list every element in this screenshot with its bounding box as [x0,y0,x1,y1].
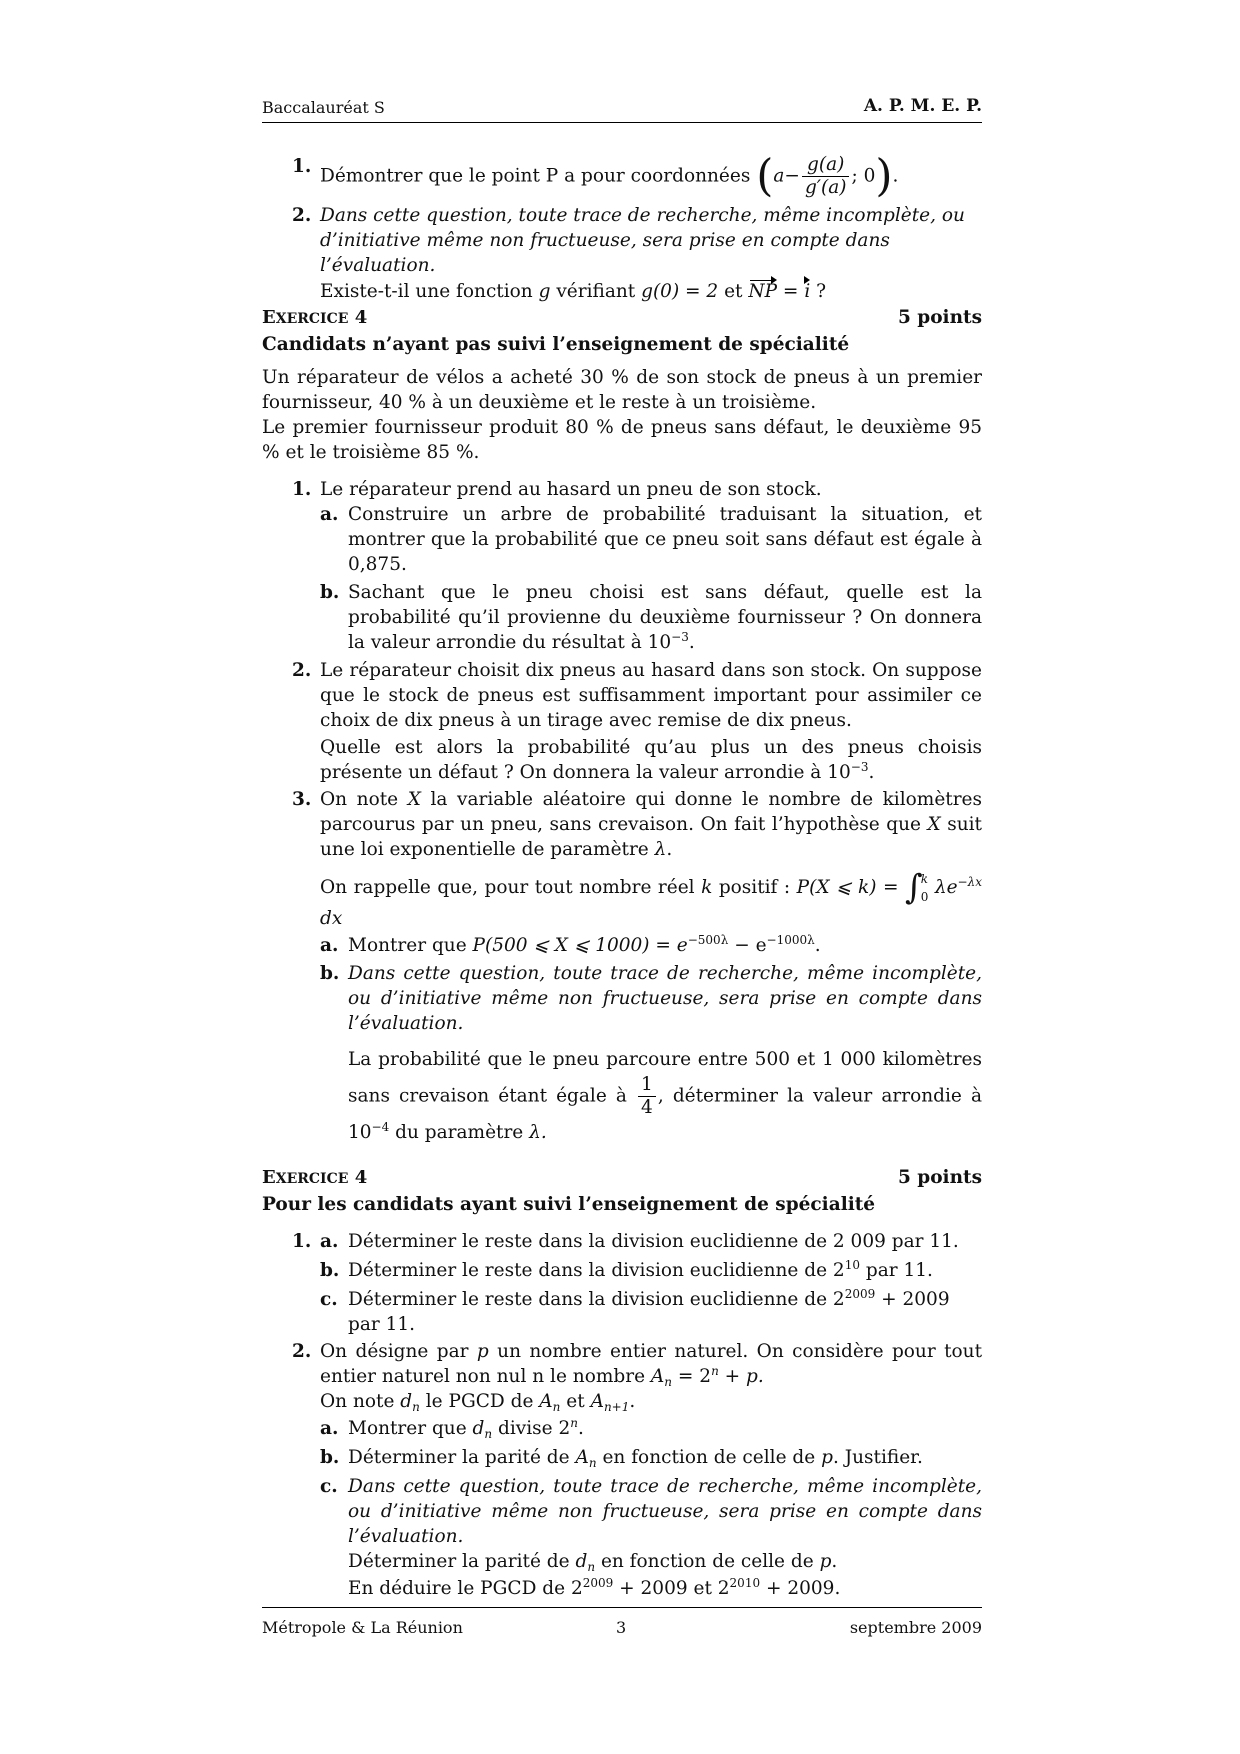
ex4b-q2-text-a: On désigne par [320,1341,469,1362]
ex4a-q3-number: 3. [292,789,312,810]
ex4a-q2-exp: −3 [850,760,869,774]
ex4b-q2a-text2: divise 2 [498,1418,571,1439]
ex4a-q3b-body [348,1046,982,1147]
left-paren: ( [756,150,774,202]
deduce-exp1: 2009 [582,1576,614,1590]
ex4b-q2a-letter: a. [320,1418,339,1439]
ex4a-q3a-expr: P(500 ⩽ X ⩽ 1000) = e [472,935,688,956]
note-dn-sub: n [412,1400,420,1414]
ex4a-q3a-exp2: −1000λ [766,933,815,947]
ex4a-q2-text2 [320,735,982,785]
ex4a-q1-text: Le réparateur prend au hasard un pneu de son stock. [320,479,822,500]
ex4a-q3-X: X [407,789,421,810]
header-left: Baccalauréat S [262,98,385,117]
ex4a-q3-text-b: la variable aléatoire qui donne le nombre de kilomètres parcourus par un pneu, sans crevaison. On fait l’hypothèse que [320,789,982,835]
integral-lower: 0 [920,890,929,904]
ex4b-q2-p: p [476,1341,489,1362]
ex4b-q2c-text: Déterminer la parité de [348,1551,570,1572]
page-footer [262,1607,982,1637]
ex4b-q2c-dot: . [831,1551,838,1572]
ex4b-q1c-exp: 2009 [844,1287,876,1301]
ex4a-q3-rappel [320,867,982,931]
ex4b-q1c-letter: c. [320,1289,338,1310]
ex4b-q2b [262,1445,982,1470]
exercise-label-spe-rest: XERCICE [275,1171,349,1187]
ex4b-q1b-exp: 10 [844,1258,860,1272]
top-q2 [262,203,982,304]
exercise-label-initial: E [262,307,276,328]
exercise-label-spe-number: 4 [354,1167,368,1188]
ex4b-q2b-p: p [821,1447,833,1468]
ex4b-q2b-An-sub: n [588,1456,597,1470]
note-c: et [566,1391,585,1412]
ex4a-q1a [262,502,982,577]
ex4b-q2c-text2: en fonction de celle de [600,1551,814,1572]
ex4a-q1a-letter: a. [320,504,339,525]
top-q2-question [320,279,982,304]
ex4a-q1-number: 1. [292,479,312,500]
quarter-num: 1 [638,1074,656,1097]
ex4a-q3a-end: . [814,935,821,956]
ex4b-q2a-dn: d [472,1418,485,1439]
note-An-sub: n [552,1400,561,1414]
exercise-label-number: 4 [354,307,368,328]
deduce-mid: + 2009 et 2 [619,1578,730,1599]
ex4b-q2c-dn: d [575,1551,588,1572]
ex4a-q2-text: Le réparateur choisit dix pneus au hasard dans son stock. On suppose que le stock de pneus est suffisamment important pour assimiler ce choix de dix pneus à un tirage avec remise de dix pneus. [320,660,982,731]
ex4b-q2-text-b: un nombre entier naturel. On considère pour tout entier naturel non nul n le nombre [320,1341,983,1387]
ex4a-q1 [262,477,982,502]
ex4a-q1b-exp: −3 [671,630,689,644]
ex4b-q2c-deduce [348,1576,982,1601]
ex4a-q2-text2-body: Quelle est alors la probabilité qu’au plus un des pneus choisis présente un défaut ? On donnera la valeur arrondie à 10 [320,737,982,783]
ex4b-q2a-exp: n [570,1416,578,1430]
integrand-exp: −λx [957,875,982,889]
page-header [262,98,982,123]
frac-denominator: g′(a) [804,177,847,198]
ex4a-q3-lambda: λ [654,839,667,860]
ex4b-q2-An-sub: n [664,1375,673,1389]
ex4b-q2b-letter: b. [320,1447,340,1468]
exercise-intro-2: Le premier fournisseur produit 80 % de pneus sans défaut, le deuxième 95 % et le troisième 85 %. [262,417,982,463]
ex4a-q3-text-c: suit une loi exponentielle de paramètre [320,814,982,860]
ex4b-q1c-pre: Déterminer le reste dans la division euclidienne de 2 [348,1289,845,1310]
rappel-k: k [701,877,713,898]
ex4b-q2-An-exp: n [711,1364,719,1378]
ex4a-q3a-exp1: −500λ [687,933,729,947]
exercise-label-rest: XERCICE [275,311,349,327]
q2-text-c: et [724,281,743,302]
ex4a-q1b [262,580,982,655]
note-An1: A [590,1391,604,1412]
header-right: A. P. M. E. P. [863,96,982,116]
ex4b-q2 [262,1339,982,1414]
page-number: 3 [616,1618,627,1637]
top-q1: 1. Démontrer que le point P a pour coordonnées (a− $\frac{g(a)}{g'(a)}$ ; 0). [292,150,899,202]
ex4a-q3b-exp: −4 [371,1120,390,1134]
ex4b-q2c-italic: Dans cette question, toute trace de recherche, même incomplète, ou d’initiative même non fructueuse, sera prise en compte dans l’évaluation. [348,1476,982,1547]
note-b: le PGCD de [425,1391,534,1412]
ex4b-q2a: a. Montrer que $d_n$ divise 2$^n$. [320,1416,584,1441]
exercise-label-spe [262,1167,367,1188]
ex4a-q2-number: 2. [292,660,312,681]
ex4b-q2b-text2: en fonction de celle de [602,1447,816,1468]
vector-i: i [804,281,811,302]
ex4b-q2c [262,1474,982,1601]
ex4a-q2 [262,658,982,785]
q2-g: g [538,281,551,302]
ex4b-q2-note: On note $d_n$ le PGCD de $A_n$ et $A_{n+1}$. [320,1391,636,1414]
rappel-a: On rappelle que, pour tout nombre réel [320,877,695,898]
q2-condition: g(0) = 2 [641,281,719,302]
exercise-subtitle-spe: Pour les candidats ayant suivi l’enseignement de spécialité [262,1194,876,1215]
top-q2-number: 2. [292,205,312,226]
ex4a-q3a-text: Montrer que [348,935,467,956]
ex4a-q1b-letter: b. [320,582,340,603]
ex4a-q1b-end: . [688,632,695,653]
ex4b-q1a-text: Déterminer le reste dans la division euclidienne de 2 009 par 11. [348,1231,959,1252]
exercise-4-specialite [262,1165,982,1601]
ex4a-q3b-text2: , déterminer la valeur arrondie à 10 [348,1085,982,1143]
integrand: λe [934,877,958,898]
ex4b-q1c-post: + 2009 par 11. [348,1289,950,1335]
exercise-label-spe-initial: E [262,1167,276,1188]
exercise-title [262,305,982,332]
note-An: A [539,1391,553,1412]
deduce-pre: En déduire le PGCD de 2 [348,1578,583,1599]
top-q2-italic: Dans cette question, toute trace de recherche, même incomplète, ou d’initiative même non fructueuse, sera prise en compte dans l’évaluation. [320,205,965,276]
coord-fraction [802,154,850,199]
expr-a: a [773,165,785,187]
exercise-label [262,307,367,328]
ex4a-q1a-text: Construire un arbre de probabilité traduisant la situation, et montrer que la probabilité que ce pneu soit sans défaut est égale à 0,875. [348,504,982,575]
ex4b-q1a [262,1229,982,1254]
top-part [262,150,982,304]
frac-numerator: g(a) [802,154,850,177]
deduce-exp2: 2010 [729,1576,761,1590]
rappel-b: positif : [718,877,791,898]
ex4a-q3-dot: . [666,839,673,860]
q2-text-b: vérifiant [556,281,636,302]
ex4b-q2c-letter: c. [320,1476,338,1497]
quarter-den: 4 [641,1097,653,1118]
integral-upper: k [920,872,928,886]
note-a: On note [320,1391,395,1412]
ex4a-q3b-italic: Dans cette question, toute trace de recherche, même incomplète, ou d’initiative même non fructueuse, sera prise en compte dans l’évaluation. [348,963,982,1034]
ex4a-q3a-minus: − e [728,935,767,956]
right-paren: ) [875,150,893,202]
exercise-4-non-specialite [262,305,982,1147]
exercise-title-spe [262,1165,982,1192]
ex4b-q2-An-tail: + p. [718,1366,764,1387]
footer-left: Métropole & La Réunion [262,1618,463,1637]
q2-text-a: Existe-t-il une fonction [320,281,533,302]
ex4a-q1b-text: Sachant que le pneu choisi est sans défaut, quelle est la probabilité qu’il provienne du deuxième fournisseur ? On donnera la valeur arrondie du résultat à 10 [348,582,982,653]
ex4b-q2c-body [348,1549,982,1574]
ex4b-q1b-pre: Déterminer le reste dans la division euclidienne de 2 [348,1260,845,1281]
quarter-fraction [638,1074,656,1119]
top-q1-text: Démontrer que le point P a pour coordonnées [320,165,751,187]
exercise-intro-1: Un réparateur de vélos a acheté 30 % de son stock de pneus à un premier fournisseur, 40 % à un deuxième et le reste à un troisième. [262,367,982,413]
ex4a-q3a [262,933,982,958]
ex4b-q2b-end: . Justifier. [832,1447,923,1468]
ex4b-q2c-p: p [819,1551,832,1572]
exercise-points: 5 points [897,307,982,328]
ex4a-q3b-end: λ. [529,1122,547,1143]
ex4b-q1b-letter: b. [320,1260,340,1281]
ex4a-q3 [262,787,982,931]
ex4b-q1c [262,1287,982,1337]
integral-dx: dx [320,908,343,929]
q2-eq: = [782,281,799,302]
ex4a-q3b-text1: La probabilité que le pneu parcoure entre 500 et 1 000 kilomètres sans crevaison étant égale à [348,1049,982,1107]
ex4a-q3b [262,961,982,1147]
note-An1-sub: n+1 [603,1400,630,1414]
integral-sign: ∫ [904,867,923,908]
exercise-points-spe: 5 points [897,1167,982,1188]
ex4b-q1b [262,1258,982,1283]
ex4a-q3-X2: X [927,814,941,835]
ex4b-q2c-dn-sub: n [587,1560,596,1574]
ex4b-q2-An: A [650,1366,665,1387]
ex4b-q2b-text: Déterminer la parité de [348,1447,570,1468]
ex4a-q2-end: . [868,762,875,783]
note-dn: d [400,1391,413,1412]
deduce-post: + 2009. [765,1578,841,1599]
integral-bounds [921,870,929,906]
ex4a-q3b-letter: b. [320,963,340,984]
ex4b-q2a-text: Montrer que [348,1418,467,1439]
ex4b-q2-An-eq: = 2 [672,1366,712,1387]
ex4b-q2-number: 2. [292,1341,312,1362]
top-q1-number: 1. [292,156,312,177]
ex4b-q1a-letter: a. [320,1231,339,1252]
ex4a-q3a-letter: a. [320,935,339,956]
ex4a-q3-text-a: On note [320,789,399,810]
expr-minus: − [784,165,800,187]
ex4a-q3b-text3: du paramètre [395,1122,524,1143]
expr-tail: ; 0 [851,165,876,187]
ex4b-q2b-An: A [575,1447,589,1468]
q2-qmark: ? [816,281,827,302]
vector-np: NP [748,281,778,302]
ex4b-q2a-dn-sub: n [484,1427,493,1441]
footer-right: septembre 2009 [849,1618,982,1637]
ex4b-q1-number: 1. [292,1231,312,1252]
rappel-expr: P(X ⩽ k) = [796,877,899,898]
ex4b-q1b-post: par 11. [865,1260,933,1281]
exercise-subtitle: Candidats n’ayant pas suivi l’enseignement de spécialité [262,334,850,355]
